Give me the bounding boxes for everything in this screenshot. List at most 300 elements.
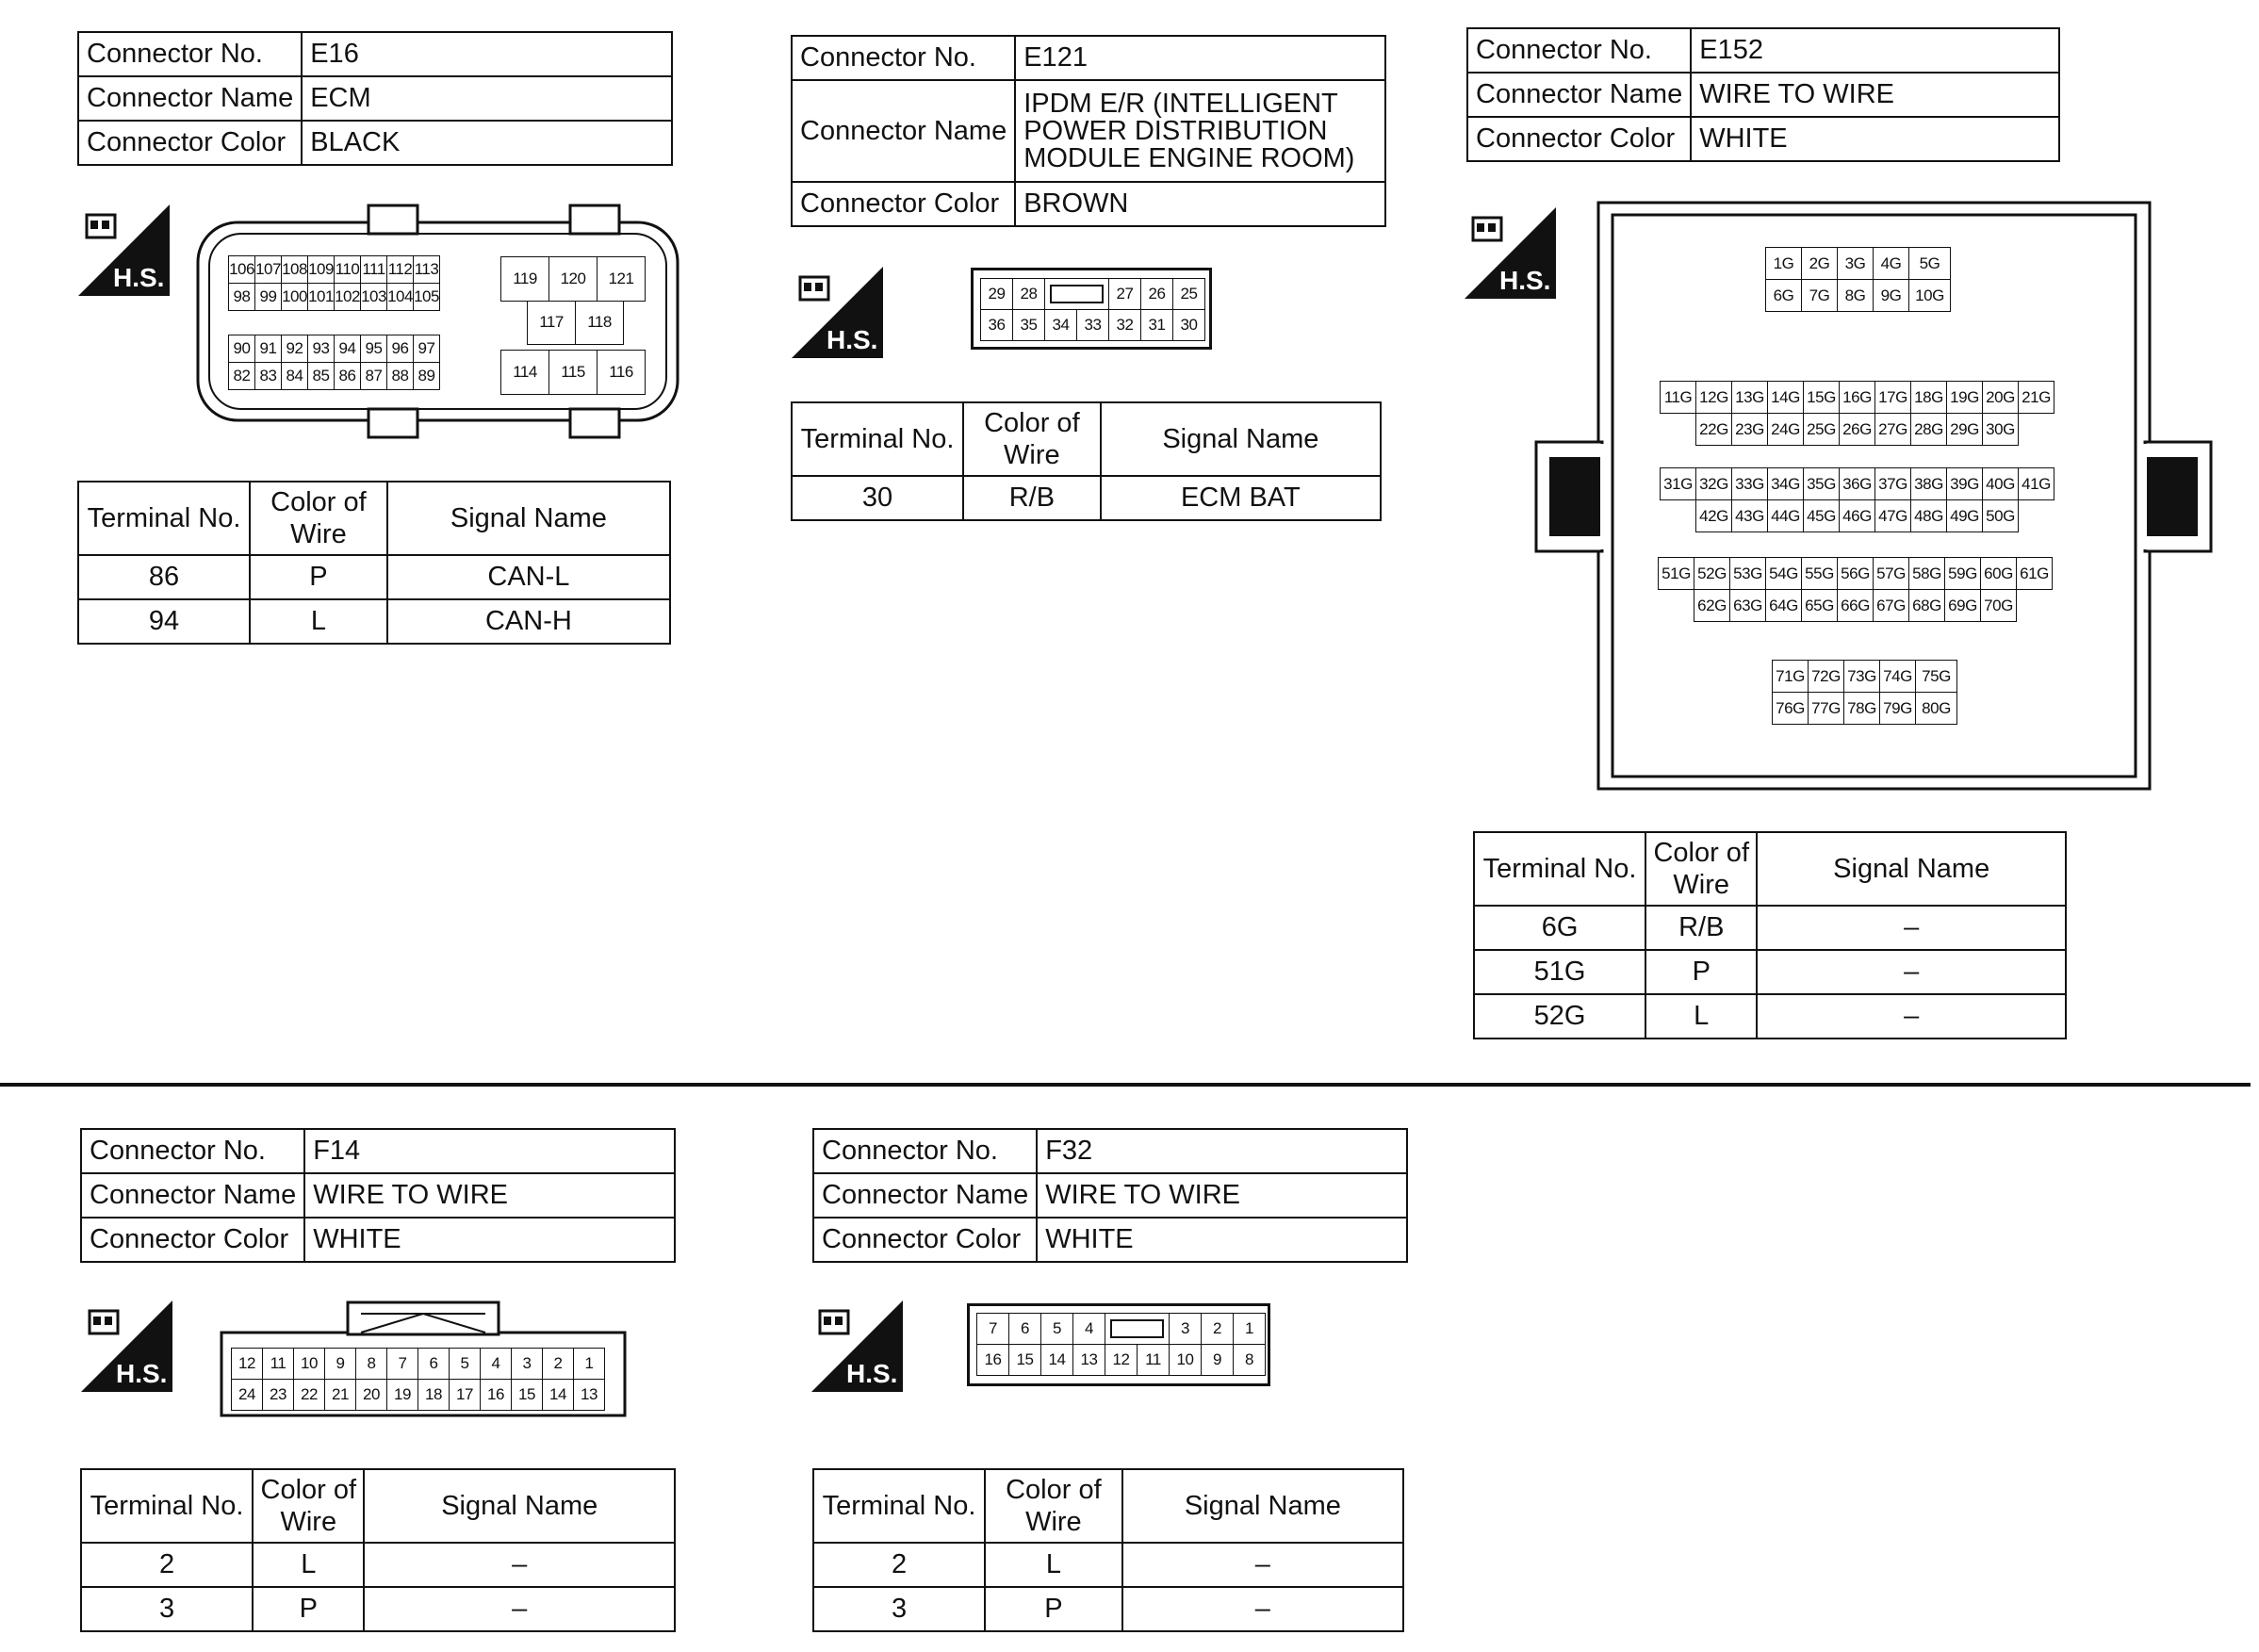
pin-cell: 1G [1766,248,1802,280]
pin-cell: 11G [1661,382,1696,414]
pin-cell: 25G [1804,414,1840,446]
pin-cell: 12 [232,1349,263,1380]
pin-cell: 35 [1013,310,1045,341]
key-slot-icon [1110,1319,1164,1338]
pin-cell: 26G [1840,414,1875,446]
harness-side-icon [810,1300,904,1393]
pin-cell: 80G [1916,693,1957,725]
connector-no-value: E152 [1691,28,2059,73]
pin-cell: 45G [1804,500,1840,532]
pin-grid-spacer [1661,414,1696,446]
pin-grid-lower-left [228,335,440,390]
wire-color-header: Color of Wire [250,482,387,555]
pin-cell: 93 [308,335,335,363]
terminal-signal-cell: – [364,1543,675,1587]
pin-cell: 109 [308,256,335,284]
pin-cell: 3 [512,1349,543,1380]
terminal-table [812,1468,1404,1632]
pin-cell: 23 [263,1380,294,1411]
signal-name-header: Signal Name [1122,1469,1403,1543]
connector-no-value: E121 [1015,36,1385,80]
pin-cell: 5 [1041,1314,1073,1345]
pin-cell: 12G [1696,382,1732,414]
connector-name-line: MODULE ENGINE ROOM) [1023,142,1355,173]
signal-name-header: Signal Name [1757,832,2066,906]
pin-cell: 29G [1947,414,1983,446]
pin-cell: 2 [543,1349,574,1380]
table-row [1474,994,2066,1039]
signal-name-header: Signal Name [387,482,670,555]
pin-cell: 1 [574,1349,605,1380]
pin-cell: 15 [512,1380,543,1411]
pin-cell: 9 [325,1349,356,1380]
pin-cell: 54G [1766,558,1802,590]
terminal-color-cell: P [985,1587,1122,1631]
pin-cell: 112 [387,256,414,284]
pin-cell: 71G [1773,661,1809,693]
pin-cell: 9G [1874,280,1909,312]
pin-cell: 59G [1945,558,1981,590]
pin-cell: 56G [1838,558,1874,590]
connector-name-value: WIRE TO WIRE [1037,1173,1407,1218]
harness-side-icon [77,204,171,297]
pin-cell: 120 [549,257,597,302]
pin-cell: 70G [1981,590,2017,622]
pin-cell: 121 [597,257,646,302]
pin-cell: 46G [1840,500,1875,532]
pin-cell: 107 [255,256,282,284]
terminal-color-cell: R/B [963,476,1101,520]
pin-cell: 8G [1838,280,1874,312]
terminal-terminal-cell: 94 [78,599,250,644]
pin-cell: 115 [549,351,597,395]
table-row [1474,950,2066,994]
connector-info-table [80,1128,676,1263]
terminal-signal-cell: – [1122,1587,1403,1631]
pin-cell: 31G [1661,468,1696,500]
terminal-table [80,1468,676,1632]
pin-cell: 10 [1170,1345,1202,1376]
pin-cell: 28 [1013,279,1045,310]
pin-cell: 117 [528,301,576,345]
pin-cell: 41G [2019,468,2054,500]
pin-cell: 14 [543,1380,574,1411]
pin-cell: 24 [232,1380,263,1411]
pin-cell: 97 [414,335,440,363]
pin-cell: 4 [1073,1314,1105,1345]
terminal-no-header: Terminal No. [1474,832,1645,906]
harness-side-icon [791,266,884,359]
pin-cell: 108 [282,256,308,284]
terminal-signal-cell: – [1757,994,2066,1039]
terminal-color-cell: P [253,1587,364,1631]
pin-cell: 73G [1844,661,1880,693]
connector-color-label: Connector Color [813,1218,1037,1262]
pin-cell: 11 [1138,1345,1170,1376]
connector-name-value: WIRE TO WIRE [304,1173,675,1218]
pin-cell: 100 [282,284,308,311]
pin-cell: 33G [1732,468,1768,500]
pin-grid-spacer [2019,500,2054,532]
connector-name-value: ECM [302,76,672,121]
pin-cell: 52G [1694,558,1730,590]
pin-cell: 64G [1766,590,1802,622]
pin-cell: 57G [1874,558,1909,590]
pin-cell: 48G [1911,500,1947,532]
pin-grid [231,1348,605,1411]
pin-cell: 37G [1875,468,1911,500]
connector-no-label: Connector No. [813,1129,1037,1173]
pin-cell: 76G [1773,693,1809,725]
pin-cell: 28G [1911,414,1947,446]
pin-cell: 10G [1909,280,1951,312]
pin-cell: 21 [325,1380,356,1411]
connector-color-label: Connector Color [81,1218,304,1262]
pin-cell: 95 [361,335,387,363]
signal-name-header: Signal Name [364,1469,675,1543]
terminal-terminal-cell: 51G [1474,950,1645,994]
pin-cell: 22 [294,1380,325,1411]
pin-cell: 6 [1009,1314,1041,1345]
connector-name-label: Connector Name [1467,73,1691,117]
connector-color-label: Connector Color [78,121,302,165]
pin-cell: 4 [481,1349,512,1380]
pin-cell: 61G [2017,558,2053,590]
pin-cell: 62G [1694,590,1730,622]
pin-cell: 16 [481,1380,512,1411]
pin-cell: 19G [1947,382,1983,414]
terminal-terminal-cell: 86 [78,555,250,599]
pin-cell: 13 [1073,1345,1105,1376]
pin-cell: 12 [1105,1345,1138,1376]
terminal-signal-cell: – [364,1587,675,1631]
connector-no-label: Connector No. [81,1129,304,1173]
pin-cell: 19 [387,1380,418,1411]
signal-name-header: Signal Name [1101,402,1381,476]
hs-label: H.S. [827,325,878,354]
pin-cell: 103 [361,284,387,311]
terminal-color-cell: L [1645,994,1757,1039]
pin-cell: 21G [2019,382,2054,414]
table-row [1474,906,2066,950]
pin-cell: 47G [1875,500,1911,532]
pin-cell: 83 [255,363,282,390]
pin-cell: 82 [229,363,255,390]
terminal-terminal-cell: 6G [1474,906,1645,950]
table-row [813,1587,1403,1631]
pin-cell: 32 [1109,310,1141,341]
terminal-signal-cell: CAN-H [387,599,670,644]
pin-cell: 44G [1768,500,1804,532]
pin-cell: 23G [1732,414,1768,446]
harness-side-icon [80,1300,173,1393]
table-row [78,555,670,599]
pin-cell: 17 [450,1380,481,1411]
pin-cell: 2 [1202,1314,1234,1345]
pin-grid-mid-right [527,301,624,345]
pin-grid-spacer [2019,414,2054,446]
pin-grid-spacer [1661,500,1696,532]
pin-cell: 55G [1802,558,1838,590]
pin-cell: 14G [1768,382,1804,414]
connector-color-label: Connector Color [1467,117,1691,161]
pin-cell: 113 [414,256,440,284]
hs-label: H.S. [846,1359,898,1388]
connector-color-value: WHITE [304,1218,675,1262]
pin-cell: 8 [356,1349,387,1380]
pin-cell: 35G [1804,468,1840,500]
terminal-no-header: Terminal No. [813,1469,985,1543]
pin-grid [976,1313,1266,1376]
connector-name-label: Connector Name [792,80,1015,182]
pin-cell: 7G [1802,280,1838,312]
terminal-signal-cell: CAN-L [387,555,670,599]
key-slot-icon [1050,285,1104,303]
connector-name-line: IPDM E/R (INTELLIGENT [1023,88,1338,119]
pin-cell: 96 [387,335,414,363]
pin-grid-lower-right [500,350,646,395]
pin-cell: 116 [597,351,646,395]
connector-name-label: Connector Name [81,1173,304,1218]
pin-cell: 87 [361,363,387,390]
pin-cell: 42G [1696,500,1732,532]
pin-cell: 20 [356,1380,387,1411]
pin-cell: 92 [282,335,308,363]
pin-cell: 102 [335,284,361,311]
pin-cell: 27 [1109,279,1141,310]
pin-cell: 51G [1659,558,1694,590]
pin-cell: 34 [1045,310,1077,341]
wire-color-header: Color of Wire [963,402,1101,476]
pin-cell: 5 [450,1349,481,1380]
pin-cell: 111 [361,256,387,284]
connector-info-table [812,1128,1408,1263]
table-row [81,1543,675,1587]
pin-cell: 27G [1875,414,1911,446]
connector-no-value: F14 [304,1129,675,1173]
section-divider [0,1083,2251,1087]
pin-cell: 90 [229,335,255,363]
pin-cell: 4G [1874,248,1909,280]
terminal-signal-cell: ECM BAT [1101,476,1381,520]
pin-cell: 32G [1696,468,1732,500]
terminal-terminal-cell: 2 [81,1543,253,1587]
connector-color-value: BLACK [302,121,672,165]
pin-cell: 13G [1732,382,1768,414]
pin-grid-group-4 [1658,557,2053,622]
pin-cell: 118 [576,301,624,345]
pin-cell: 9 [1202,1345,1234,1376]
pin-cell: 24G [1768,414,1804,446]
pin-cell: 58G [1909,558,1945,590]
pin-cell: 91 [255,335,282,363]
pin-cell: 38G [1911,468,1947,500]
terminal-color-cell: P [250,555,387,599]
pin-cell: 13 [574,1380,605,1411]
connector-name-value: WIRE TO WIRE [1691,73,2059,117]
pin-cell: 49G [1947,500,1983,532]
hs-label: H.S. [113,263,165,292]
pin-cell: 2G [1802,248,1838,280]
pin-cell: 34G [1768,468,1804,500]
pin-cell: 6 [418,1349,450,1380]
pin-cell: 31 [1141,310,1173,341]
pin-cell: 3 [1170,1314,1202,1345]
pin-cell: 40G [1983,468,2019,500]
pin-grid-upper-left [228,255,440,311]
pin-cell: 94 [335,335,361,363]
pin-grid-group-3 [1660,467,2054,532]
pin-cell: 30G [1983,414,2019,446]
connector-color-value: WHITE [1037,1218,1407,1262]
hs-label: H.S. [1499,266,1551,295]
pin-cell: 3G [1838,248,1874,280]
terminal-terminal-cell: 3 [813,1587,985,1631]
pin-cell: 88 [387,363,414,390]
pin-cell: 68G [1909,590,1945,622]
connector-key [1045,279,1109,310]
terminal-terminal-cell: 30 [792,476,963,520]
pin-cell: 15G [1804,382,1840,414]
pin-cell: 89 [414,363,440,390]
pin-cell: 33 [1077,310,1109,341]
pin-grid [980,278,1205,341]
pin-cell: 98 [229,284,255,311]
table-row [792,476,1381,520]
pin-cell: 110 [335,256,361,284]
pin-cell: 20G [1983,382,2019,414]
pin-cell: 18G [1911,382,1947,414]
terminal-no-header: Terminal No. [78,482,250,555]
pin-cell: 66G [1838,590,1874,622]
pin-cell: 78G [1844,693,1880,725]
pin-cell: 63G [1730,590,1766,622]
terminal-signal-cell: – [1757,906,2066,950]
connector-name-label: Connector Name [813,1173,1037,1218]
pin-grid-group-2 [1660,381,2054,446]
connector-no-label: Connector No. [792,36,1015,80]
terminal-signal-cell: – [1122,1543,1403,1587]
connector-no-value: F32 [1037,1129,1407,1173]
terminal-terminal-cell: 2 [813,1543,985,1587]
pin-cell: 99 [255,284,282,311]
terminal-signal-cell: – [1757,950,2066,994]
pin-cell: 1 [1234,1314,1266,1345]
pin-cell: 16G [1840,382,1875,414]
pin-cell: 22G [1696,414,1732,446]
terminal-color-cell: R/B [1645,906,1757,950]
pin-cell: 11 [263,1349,294,1380]
terminal-terminal-cell: 3 [81,1587,253,1631]
pin-cell: 77G [1809,693,1844,725]
pin-cell: 15 [1009,1345,1041,1376]
hs-label: H.S. [116,1359,168,1388]
pin-cell: 119 [501,257,549,302]
pin-cell: 29 [981,279,1013,310]
terminal-color-cell: L [985,1543,1122,1587]
terminal-terminal-cell: 52G [1474,994,1645,1039]
connector-info-table [77,31,673,166]
connector-name-value [1015,80,1385,182]
pin-cell: 84 [282,363,308,390]
terminal-color-cell: L [253,1543,364,1587]
table-row [78,599,670,644]
pin-cell: 105 [414,284,440,311]
pin-grid-group-1 [1765,247,1951,312]
connector-no-value: E16 [302,32,672,76]
wire-color-header: Color of Wire [985,1469,1122,1543]
connector-info-table [1466,27,2060,162]
pin-cell: 36 [981,310,1013,341]
pin-cell: 14 [1041,1345,1073,1376]
pin-cell: 72G [1809,661,1844,693]
connector-name-line: POWER DISTRIBUTION [1023,115,1328,146]
pin-cell: 86 [335,363,361,390]
pin-grid-group-5 [1772,660,1957,725]
pin-cell: 79G [1880,693,1916,725]
pin-cell: 53G [1730,558,1766,590]
terminal-no-header: Terminal No. [792,402,963,476]
wire-color-header: Color of Wire [253,1469,364,1543]
wire-color-header: Color of Wire [1645,832,1757,906]
pin-grid-spacer [1659,590,1694,622]
pin-cell: 36G [1840,468,1875,500]
terminal-table [77,481,671,645]
pin-cell: 75G [1916,661,1957,693]
connector-color-value: WHITE [1691,117,2059,161]
pin-cell: 104 [387,284,414,311]
pin-cell: 43G [1732,500,1768,532]
connector-no-label: Connector No. [1467,28,1691,73]
connector-color-value: BROWN [1015,182,1385,226]
pin-cell: 5G [1909,248,1951,280]
pin-cell: 65G [1802,590,1838,622]
terminal-table [791,401,1382,521]
pin-grid-spacer [2017,590,2053,622]
pin-cell: 25 [1173,279,1205,310]
pin-cell: 67G [1874,590,1909,622]
terminal-no-header: Terminal No. [81,1469,253,1543]
pin-cell: 50G [1983,500,2019,532]
pin-cell: 106 [229,256,255,284]
pin-cell: 101 [308,284,335,311]
pin-cell: 85 [308,363,335,390]
pin-grid-upper-right [500,256,646,302]
pin-cell: 114 [501,351,549,395]
pin-cell: 39G [1947,468,1983,500]
pin-cell: 26 [1141,279,1173,310]
terminal-color-cell: L [250,599,387,644]
connector-no-label: Connector No. [78,32,302,76]
pin-cell: 7 [387,1349,418,1380]
pin-cell: 10 [294,1349,325,1380]
connector-name-label: Connector Name [78,76,302,121]
connector-color-label: Connector Color [792,182,1015,226]
pin-cell: 74G [1880,661,1916,693]
connector-key [1105,1314,1170,1345]
table-row [813,1543,1403,1587]
pin-cell: 6G [1766,280,1802,312]
pin-cell: 30 [1173,310,1205,341]
pin-cell: 16 [977,1345,1009,1376]
pin-cell: 8 [1234,1345,1266,1376]
pin-cell: 7 [977,1314,1009,1345]
pin-cell: 17G [1875,382,1911,414]
pin-cell: 18 [418,1380,450,1411]
pin-cell: 60G [1981,558,2017,590]
terminal-table [1473,831,2067,1039]
terminal-color-cell: P [1645,950,1757,994]
